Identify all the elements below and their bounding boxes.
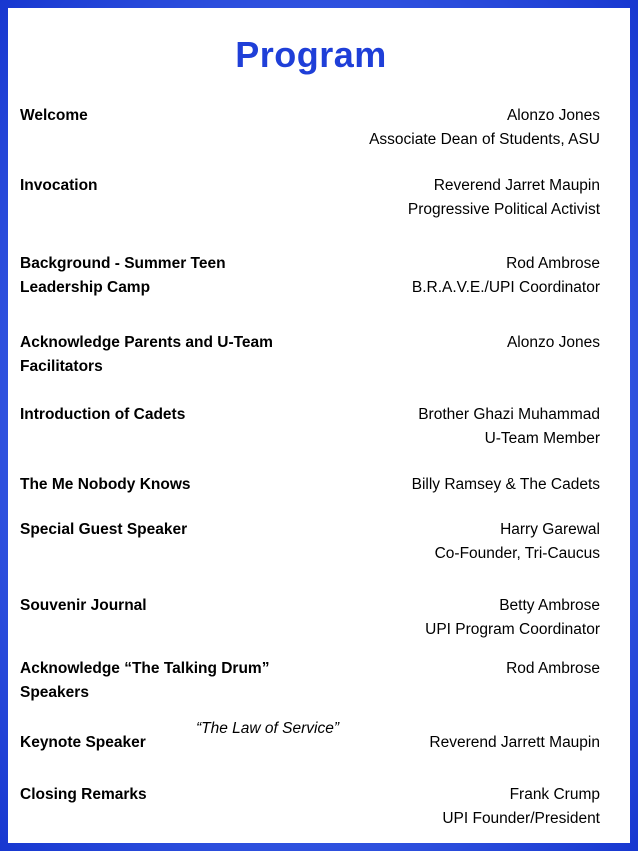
item-label: Keynote Speaker xyxy=(20,734,146,751)
item-label: Closing Remarks xyxy=(20,786,147,803)
page-title: Program xyxy=(235,34,387,75)
item-value: Alonzo Jones Associate Dean of Students, ASU xyxy=(369,107,600,148)
item-label: The Me Nobody Knows xyxy=(20,476,191,493)
item-label: Special Guest Speaker xyxy=(20,521,188,538)
item-label: Invocation xyxy=(20,177,98,194)
item-value: Brother Ghazi Muhammad U-Team Member xyxy=(418,406,600,447)
item-value: Harry Garewal Co-Founder, Tri-Caucus xyxy=(434,521,600,562)
item-value: Reverend Jarret Maupin Progressive Political Activist xyxy=(407,177,600,218)
item-label: Acknowledge Parents and U-Team Facilitators xyxy=(20,334,273,375)
keynote-quote: “The Law of Service” xyxy=(196,720,339,737)
item-value: Betty Ambrose UPI Program Coordinator xyxy=(425,597,600,638)
item-label: Acknowledge “The Talking Drum” Speakers xyxy=(20,660,270,701)
item-label: Introduction of Cadets xyxy=(20,406,186,423)
item-value: Frank Crump UPI Founder/President xyxy=(442,786,600,827)
item-label: Welcome xyxy=(20,107,88,124)
item-value: Alonzo Jones xyxy=(506,334,600,351)
item-label: Background - Summer Teen Leadership Camp xyxy=(20,255,226,296)
item-value: Reverend Jarrett Maupin xyxy=(429,734,600,751)
item-label: Souvenir Journal xyxy=(20,597,147,614)
item-value: Rod Ambrose B.R.A.V.E./UPI Coordinator xyxy=(411,255,600,296)
item-value: Billy Ramsey & The Cadets xyxy=(411,476,600,493)
item-value: Rod Ambrose xyxy=(506,660,600,677)
